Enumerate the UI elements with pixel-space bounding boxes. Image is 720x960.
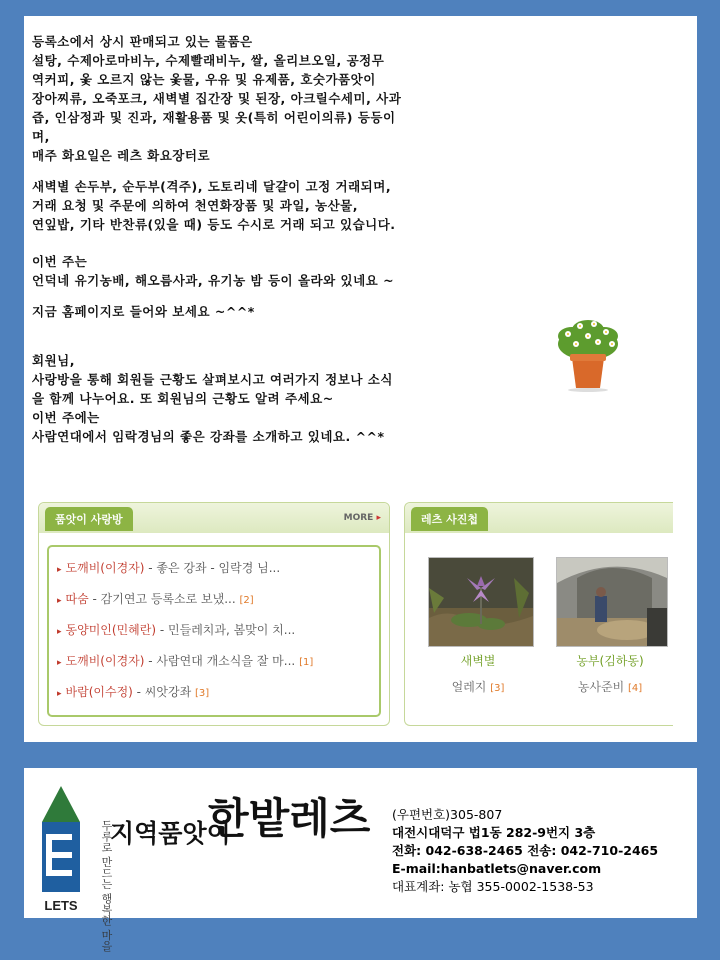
notice-line: 매주 화요일은 레츠 화요장터로 <box>32 148 211 163</box>
photo-thumbnail-flower[interactable] <box>428 557 534 647</box>
bullet-arrow-icon: ▸ <box>57 689 62 699</box>
photo-author[interactable]: 새벽별 <box>460 654 496 668</box>
notice-line: 이번 주는 <box>32 254 88 269</box>
comment-count: [4] <box>628 683 643 694</box>
notice-line: 연잎밥, 기타 반찬류(있을 때) 등도 수시로 거래 되고 있습니다. <box>32 217 396 232</box>
notice-line: 이번 주에는 <box>32 410 100 425</box>
notice-line: 회원님, <box>32 353 75 368</box>
notice-line: 설탕, 수제아로마비누, 수제빨래비누, 쌀, 올리브오일, 공정무 <box>32 53 385 68</box>
notice-line: 언덕네 유기농배, 해오름사과, 유기농 밤 등이 올라와 있네요 ~ <box>32 273 395 288</box>
photo-author[interactable]: 농부(김하동) <box>576 654 644 668</box>
notice-line: 새벽별 손두부, 순두부(격주), 도토리네 달걀이 고정 거래되며, <box>32 179 392 194</box>
list-item[interactable] <box>57 584 371 615</box>
comment-count: [3] <box>195 688 210 699</box>
lets-logo-icon <box>36 782 86 918</box>
post-title: - 민들레치과, 봄맞이 치... <box>156 623 296 637</box>
logo-slogan: 두루로 만드는 행복한 마을 <box>100 820 113 952</box>
bullet-arrow-icon: ▸ <box>57 596 62 606</box>
photo-thumbnail-farmer[interactable] <box>556 557 668 647</box>
bullet-arrow-icon: ▸ <box>57 658 62 668</box>
logo-region: 지역품앗이 <box>110 819 231 848</box>
notice-line: 역커피, 옻 오르지 않는 옻물, 우유 및 유제품, 호숫가품앗이 <box>32 72 376 87</box>
homepage-link[interactable]: 지금 홈페이지로 들어와 보세요 ~^^* <box>32 304 255 319</box>
author-name: 바람(이수정) <box>65 685 133 699</box>
logo-name: 한밭레츠 <box>208 794 371 843</box>
notice-line: 사람연대에서 임락경님의 좋은 강좌를 소개하고 있네요. ^^* <box>32 429 385 444</box>
post-title: - 씨앗강좌 <box>132 685 192 699</box>
phone-fax: 전화: 042-638-2465 전송: 042-710-2465 <box>392 843 659 858</box>
list-item[interactable] <box>57 677 371 708</box>
notice-line: 며, <box>32 129 50 144</box>
notice-line: 을 함께 나누어요. 또 회원님의 근황도 알려 주세요~ <box>32 391 334 406</box>
potted-plant-icon <box>548 310 628 392</box>
more-link[interactable] <box>344 513 381 523</box>
author-name: 동양미인(민혜란) <box>65 623 157 637</box>
logo-letters: LETS <box>44 898 78 913</box>
post-title: - 감기연고 등록소로 보냈... <box>88 592 236 606</box>
author-name: 도깨비(이경자) <box>65 654 145 668</box>
more-arrow-icon: ▸ <box>376 513 381 523</box>
photo-album-tab[interactable]: 레츠 사진첩 <box>411 507 488 531</box>
street-address: 대전시대덕구 법1동 282-9번지 3층 <box>392 825 596 840</box>
notice-line: 장아찌류, 오죽포크, 새벽별 집간장 및 된장, 아크릴수세미, 사과 <box>32 91 402 106</box>
photo-title: 얼레지 <box>451 680 487 694</box>
author-name: 따숨 <box>65 592 89 606</box>
address-block <box>392 806 658 896</box>
post-title: - 사람연대 개소식을 잘 마... <box>144 654 296 668</box>
comment-count: [1] <box>299 657 314 668</box>
notice-line: 거래 요청 및 주문에 의하여 천연화장품 및 과일, 농산물, <box>32 198 358 213</box>
email[interactable]: E-mail:hanbatlets@naver.com <box>392 861 602 876</box>
post-title: - 좋은 강좌 - 임락경 님... <box>144 561 281 575</box>
bank-account: 대표계좌: 농협 355-0002-1538-53 <box>392 879 594 894</box>
sarangbang-tab[interactable]: 품앗이 사랑방 <box>45 507 133 531</box>
list-item[interactable] <box>57 646 371 677</box>
photo-caption <box>560 678 660 695</box>
sarangbang-box <box>38 502 390 726</box>
sarangbang-list <box>47 545 381 717</box>
photo-title: 농사준비 <box>577 680 625 694</box>
bullet-arrow-icon: ▸ <box>57 565 62 575</box>
notice-line: 사랑방을 통해 회원들 근황도 살펴보시고 여러가지 정보나 소식 <box>32 372 393 387</box>
photo-album-header <box>405 503 673 533</box>
more-label: MORE <box>343 513 374 523</box>
list-item[interactable] <box>57 553 371 584</box>
photo-caption <box>428 678 528 695</box>
comment-count: [3] <box>490 683 505 694</box>
list-item[interactable] <box>57 615 371 646</box>
postal-code: (우편번호)305-807 <box>392 807 503 822</box>
comment-count: [2] <box>239 595 254 606</box>
notice-line: 등록소에서 상시 판매되고 있는 물품은 <box>32 34 253 49</box>
notice-line: 즙, 인삼정과 및 진과, 재활용품 및 옷(특히 어린이의류) 등등이 <box>32 110 396 125</box>
sarangbang-header <box>39 503 389 533</box>
bullet-arrow-icon: ▸ <box>57 627 62 637</box>
author-name: 도깨비(이경자) <box>65 561 145 575</box>
